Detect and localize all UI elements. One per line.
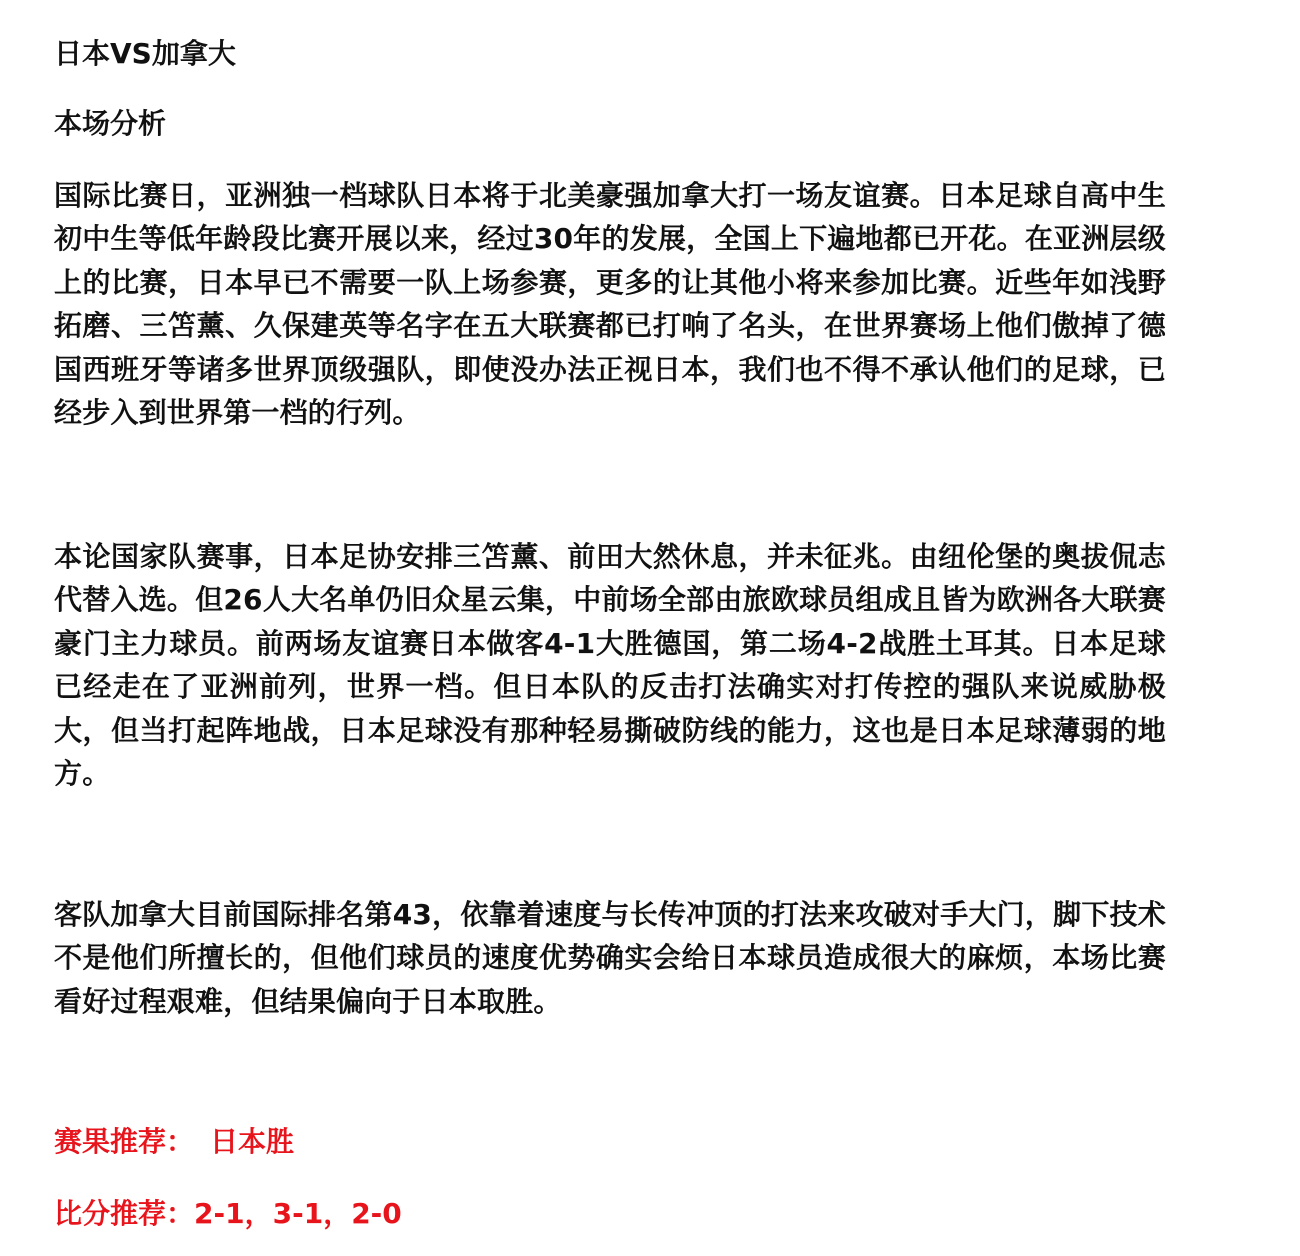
- score-recommendation-value: 2-1，3-1，2-0: [194, 1197, 402, 1230]
- paragraph-intro: 国际比赛日，亚洲独一档球队日本将于北美豪强加拿大打一场友谊赛。日本足球自高中生初中生等低年龄段比赛开展以来，经过30年的发展，全国上下遍地都已开花。在亚洲层级上的比赛，日本早已不需要一队上场参赛，更多的让其他小将来参加比赛。近些年如浅野拓磨、三笘薰、久保建英等名字在五大联赛都已打响了名头，在世界赛场上他们傲掉了德国西班牙等诸多世界顶级强队，即使没办法正视日本，我们也不得不承认他们的足球，已经步入到世界第一档的行列。: [54, 179, 1166, 430]
- score-recommendation: [54, 1194, 402, 1234]
- paragraph-japan-analysis: 本论国家队赛事，日本足协安排三笘薰、前田大然休息，并未征兆。由纽伦堡的奥拔侃志代替入选。但26人大名单仍旧众星云集，中前场全部由旅欧球员组成且皆为欧洲各大联赛豪门主力球员。前两场友谊赛日本做客4-1大胜德国，第二场4-2战胜土耳其。日本足球已经走在了亚洲前列，世界一档。但日本队的反击打法确实对打传控的强队来说威胁极大，但当打起阵地战，日本足球没有那种轻易撕破防线的能力，这也是日本足球薄弱的地方。: [54, 540, 1166, 791]
- section-heading: 本场分析: [54, 107, 167, 140]
- score-recommendation-label: 比分推荐：: [54, 1197, 195, 1230]
- result-recommendation-value: 日本胜: [210, 1125, 295, 1158]
- result-recommendation-label: 赛果推荐：: [54, 1125, 195, 1158]
- result-recommendation: [54, 1122, 294, 1162]
- paragraph-canada-analysis: 客队加拿大目前国际排名第43，依靠着速度与长传冲顶的打法来攻破对手大门，脚下技术不是他们所擅长的，但他们球员的速度优势确实会给日本球员造成很大的麻烦，本场比赛看好过程艰难，但结果偏向于日本取胜。: [54, 898, 1166, 1018]
- page-title: 日本VS加拿大: [54, 37, 236, 70]
